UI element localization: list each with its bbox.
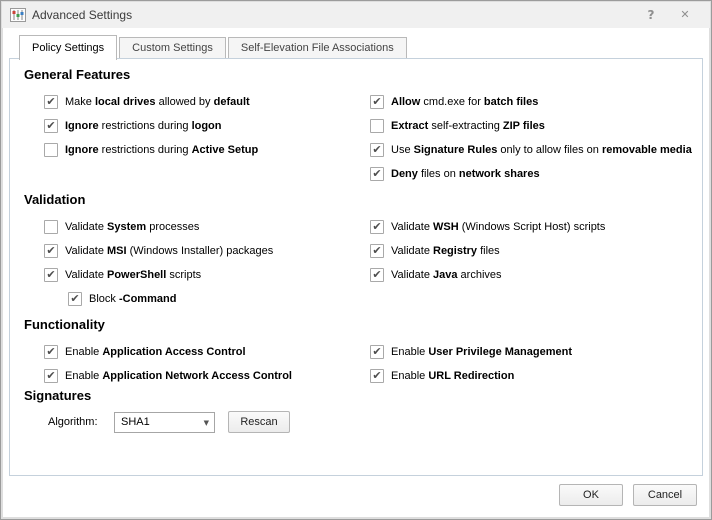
- checkbox-label: Enable URL Redirection: [391, 370, 515, 382]
- checkbox-row: [10, 215, 356, 239]
- section-functionality: [10, 317, 702, 388]
- checkbox-row: [10, 340, 356, 364]
- checkbox-label: Validate Java archives: [391, 269, 502, 281]
- checkbox-checked[interactable]: ✔: [44, 95, 58, 109]
- ok-button[interactable]: OK: [559, 484, 623, 506]
- checkbox-checked[interactable]: ✔: [370, 167, 384, 181]
- checkbox-row: [10, 364, 356, 388]
- checkbox-label: Make local drives allowed by default: [65, 96, 250, 108]
- checkbox-unchecked[interactable]: [370, 119, 384, 133]
- checkbox-row: [10, 90, 356, 114]
- checkbox-checked[interactable]: ✔: [370, 95, 384, 109]
- checkbox-checked[interactable]: ✔: [370, 268, 384, 282]
- checkbox-label: Enable Application Network Access Control: [65, 370, 292, 382]
- checkbox-row: [356, 340, 702, 364]
- checkbox-unchecked[interactable]: [44, 220, 58, 234]
- checkbox-row: [10, 114, 356, 138]
- section-validation: [10, 192, 702, 311]
- checkbox-row: [356, 263, 702, 287]
- tab-policy-settings[interactable]: Policy Settings: [19, 35, 117, 60]
- dialog-footer: [559, 484, 697, 506]
- checkbox-label: Enable User Privilege Management: [391, 346, 572, 358]
- checkbox-label: Validate PowerShell scripts: [65, 269, 202, 281]
- checkbox-label: Block -Command: [89, 293, 177, 305]
- window-title: Advanced Settings: [32, 8, 133, 22]
- tab-custom-settings[interactable]: Custom Settings: [119, 37, 226, 58]
- checkbox-row: [356, 364, 702, 388]
- checkbox-label: Extract self-extracting ZIP files: [391, 120, 545, 132]
- checkbox-label: Enable Application Access Control: [65, 346, 246, 358]
- tab-self-elevation-file-associations[interactable]: Self-Elevation File Associations: [228, 37, 407, 58]
- policy-settings-panel: [9, 58, 703, 476]
- rescan-button[interactable]: Rescan: [228, 411, 290, 433]
- checkbox-row: [10, 138, 356, 162]
- checkbox-label: Validate System processes: [65, 221, 200, 233]
- chevron-down-icon: ▼: [203, 418, 209, 427]
- title-bar: [2, 2, 710, 28]
- help-icon[interactable]: ?: [647, 8, 655, 22]
- checkbox-label: Validate MSI (Windows Installer) packages: [65, 245, 274, 257]
- section-title: General Features: [24, 67, 131, 82]
- checkbox-checked[interactable]: ✔: [44, 119, 58, 133]
- checkbox-unchecked[interactable]: [44, 143, 58, 157]
- checkbox-checked[interactable]: ✔: [370, 220, 384, 234]
- checkbox-row: [356, 215, 702, 239]
- sliders-icon: [10, 8, 26, 22]
- checkbox-row: [356, 239, 702, 263]
- algorithm-row: [10, 411, 702, 433]
- checkbox-label: Ignore restrictions during logon: [65, 120, 222, 132]
- checkbox-checked[interactable]: ✔: [370, 244, 384, 258]
- checkbox-checked[interactable]: ✔: [44, 369, 58, 383]
- checkbox-label: Validate Registry files: [391, 245, 500, 257]
- checkbox-label: Ignore restrictions during Active Setup: [65, 144, 259, 156]
- checkbox-checked[interactable]: ✔: [370, 369, 384, 383]
- section-general-features: [10, 67, 702, 186]
- checkbox-row: [10, 263, 356, 287]
- cancel-button[interactable]: Cancel: [633, 484, 697, 506]
- section-title: Validation: [24, 192, 86, 207]
- algorithm-value: SHA1: [121, 416, 150, 428]
- section-title: Signatures: [24, 388, 92, 403]
- checkbox-row: [356, 90, 702, 114]
- checkbox-checked[interactable]: ✔: [44, 244, 58, 258]
- section-title: Functionality: [24, 317, 105, 332]
- checkbox-row: [356, 138, 702, 162]
- checkbox-label: Allow cmd.exe for batch files: [391, 96, 539, 108]
- close-icon[interactable]: ✕: [680, 8, 690, 21]
- checkbox-checked[interactable]: ✔: [370, 143, 384, 157]
- checkbox-row: [10, 239, 356, 263]
- section-signatures: [10, 388, 702, 433]
- checkbox-label: Validate WSH (Windows Script Host) scripts: [391, 221, 606, 233]
- checkbox-row: [356, 162, 702, 186]
- algorithm-select[interactable]: [114, 412, 215, 433]
- checkbox-row: [10, 287, 356, 311]
- checkbox-row: [356, 114, 702, 138]
- checkbox-checked[interactable]: ✔: [44, 345, 58, 359]
- algorithm-label: Algorithm:: [48, 416, 98, 428]
- checkbox-label: Deny files on network shares: [391, 168, 540, 180]
- checkbox-checked[interactable]: ✔: [44, 268, 58, 282]
- checkbox-checked[interactable]: ✔: [370, 345, 384, 359]
- checkbox-label: Use Signature Rules only to allow files on removable media: [391, 144, 692, 156]
- checkbox-checked[interactable]: ✔: [68, 292, 82, 306]
- sections: [10, 59, 702, 388]
- tab-bar: [19, 34, 409, 59]
